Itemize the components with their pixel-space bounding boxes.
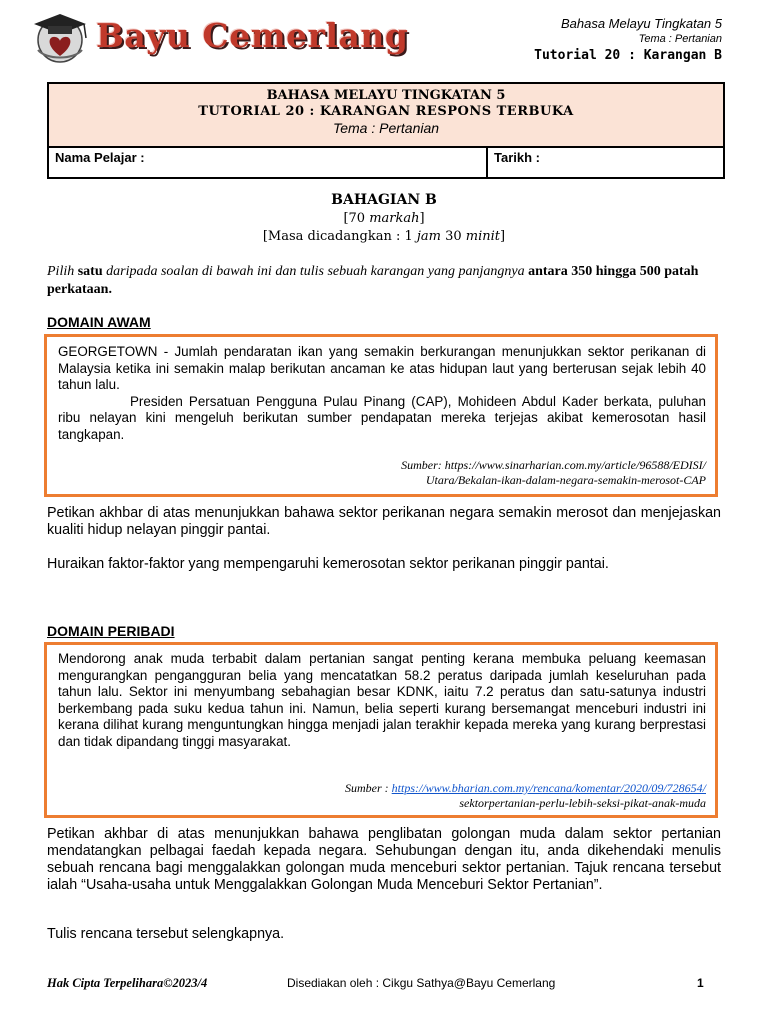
marks-open: [70: [343, 211, 370, 226]
title-band: [49, 84, 723, 148]
title-line-1: BAHASA MELAYU TINGKATAN 5: [266, 88, 506, 103]
brand-logo: [26, 10, 409, 64]
section-title: BAHAGIAN B: [331, 192, 437, 208]
domain-awam-para-2: Presiden Persatuan Pengguna Pulau Pinang (CAP), Mohideen Abdul Kader berkata, puluhan ribu nelayan kini mengeluh berikutan sumber pendapatan mereka terjejas akibat kemerosotan hasil tangkapan.: [58, 393, 706, 442]
domain-peribadi-excerpt-box: [44, 642, 718, 818]
section-marks: [0, 211, 768, 226]
date-field[interactable]: [488, 146, 723, 177]
instruction: [47, 263, 723, 299]
title-table: [47, 82, 725, 179]
time-a: [Masa dicadangkan : 1: [262, 229, 417, 244]
time-c: 30: [440, 229, 466, 244]
marks-close: ]: [419, 211, 425, 226]
instruction-part-3: daripada soalan di bawah ini dan tulis sebuah karangan yang panjangnya: [102, 264, 529, 279]
footer-copyright: Hak Cipta Terpelihara©2023/4: [47, 976, 208, 990]
domain-peribadi-source-line-2: sektorpertanian-perlu-lebih-seksi-pikat-anak-muda: [459, 796, 706, 810]
time-d: minit: [465, 229, 501, 244]
brand-name: Bayu Cemerlang: [96, 16, 409, 55]
domain-awam-excerpt: [58, 344, 706, 443]
header-tutorial: Tutorial 20 : Karangan B: [534, 48, 722, 63]
time-b: jam: [416, 229, 441, 244]
header-subject: Bahasa Melayu Tingkatan 5: [560, 16, 722, 31]
domain-awam-heading: DOMAIN AWAM: [47, 314, 151, 330]
domain-awam-question-1: Petikan akhbar di atas menunjukkan bahawa sektor perikanan negara semakin merosot dan menjejaskan kualiti hidup nelayan pinggir pantai.: [47, 505, 721, 538]
title-line-2: TUTORIAL 20 : KARANGAN RESPONS TERBUKA: [198, 104, 574, 119]
domain-peribadi-heading: DOMAIN PERIBADI: [47, 623, 175, 639]
title-line-3: Tema : Pertanian: [332, 120, 440, 136]
graduation-cap-heart-icon: [26, 10, 94, 64]
page-number: 1: [697, 976, 704, 990]
domain-awam-source: [401, 458, 706, 488]
marks-word: markah: [369, 211, 420, 226]
student-name-field[interactable]: [49, 146, 488, 177]
time-e: ]: [500, 229, 506, 244]
domain-peribadi-question-1: Petikan akhbar di atas menunjukkan bahawa penglibatan golongan muda dalam sektor pertanian mendatangkan pelbagai faedah kepada negara. Sehubungan dengan itu, anda dikehendaki menulis sebuah rencana bagi menggalakkan golongan muda menceburi sektor pertanian. Tajuk rencana tersebut ialah “Usaha-usaha untuk Menggalakkan Golongan Muda Menceburi Sektor Pertanian”.: [47, 826, 721, 893]
student-name-label: Nama Pelajar :: [55, 150, 145, 165]
domain-awam-para-1: GEORGETOWN - Jumlah pendaratan ikan yang semakin berkurangan menunjukkan sektor perikanan di Malaysia ketika ini semakin malap berikutan ancaman ke atas hidupan laut yang berterusan sejak lebih 40 tahun lalu.: [58, 344, 706, 392]
instruction-part-4: antara 350 hingga 500 patah perkataan.: [47, 264, 699, 297]
instruction-part-2: satu: [77, 264, 103, 279]
header-theme: Tema : Pertanian: [638, 33, 722, 45]
source-prefix: Sumber :: [345, 781, 392, 795]
domain-peribadi-question-2: Tulis rencana tersebut selengkapnya.: [47, 926, 285, 942]
domain-awam-question-2: Huraikan faktor-faktor yang mempengaruhi kemerosotan sektor perikanan pinggir pantai.: [47, 556, 609, 572]
domain-awam-source-line-1: Sumber: https://www.sinarharian.com.my/article/96588/EDISI/: [401, 458, 706, 472]
source-link[interactable]: https://www.bharian.com.my/rencana/komentar/2020/09/728654/: [391, 781, 706, 795]
domain-awam-source-line-2: Utara/Bekalan-ikan-dalam-negara-semakin-merosot-CAP: [425, 473, 706, 487]
footer-prepared-by: Disediakan oleh : Cikgu Sathya@Bayu Cemerlang: [287, 976, 556, 990]
instruction-part-1: Pilih: [47, 264, 78, 279]
domain-peribadi-para-1: Mendorong anak muda terbabit dalam pertanian sangat penting kerana membuka peluang keemasan mengurangkan pengangguran belia yang mencatatkan 58.2 peratus daripada jumlah keseluruhan pada tahun lalu. Sektor ini menyumbang sebahagian besar KDNK, iaitu 7.2 peratus dan satu-satunya industri berkembang pada suku kedua tahun ini. Namun, belia seperti kurang bersemangat menceburi industri ini kerana dilihat kurang menguntungkan hingga menjadi jalan terakhir kepada mereka yang kurang berprestasi dan tidak dipandang tinggi masyarakat.: [58, 651, 706, 749]
domain-awam-excerpt-box: [44, 334, 718, 497]
date-label: Tarikh :: [494, 150, 540, 165]
section-time: [0, 229, 768, 244]
domain-peribadi-source: [345, 781, 706, 811]
